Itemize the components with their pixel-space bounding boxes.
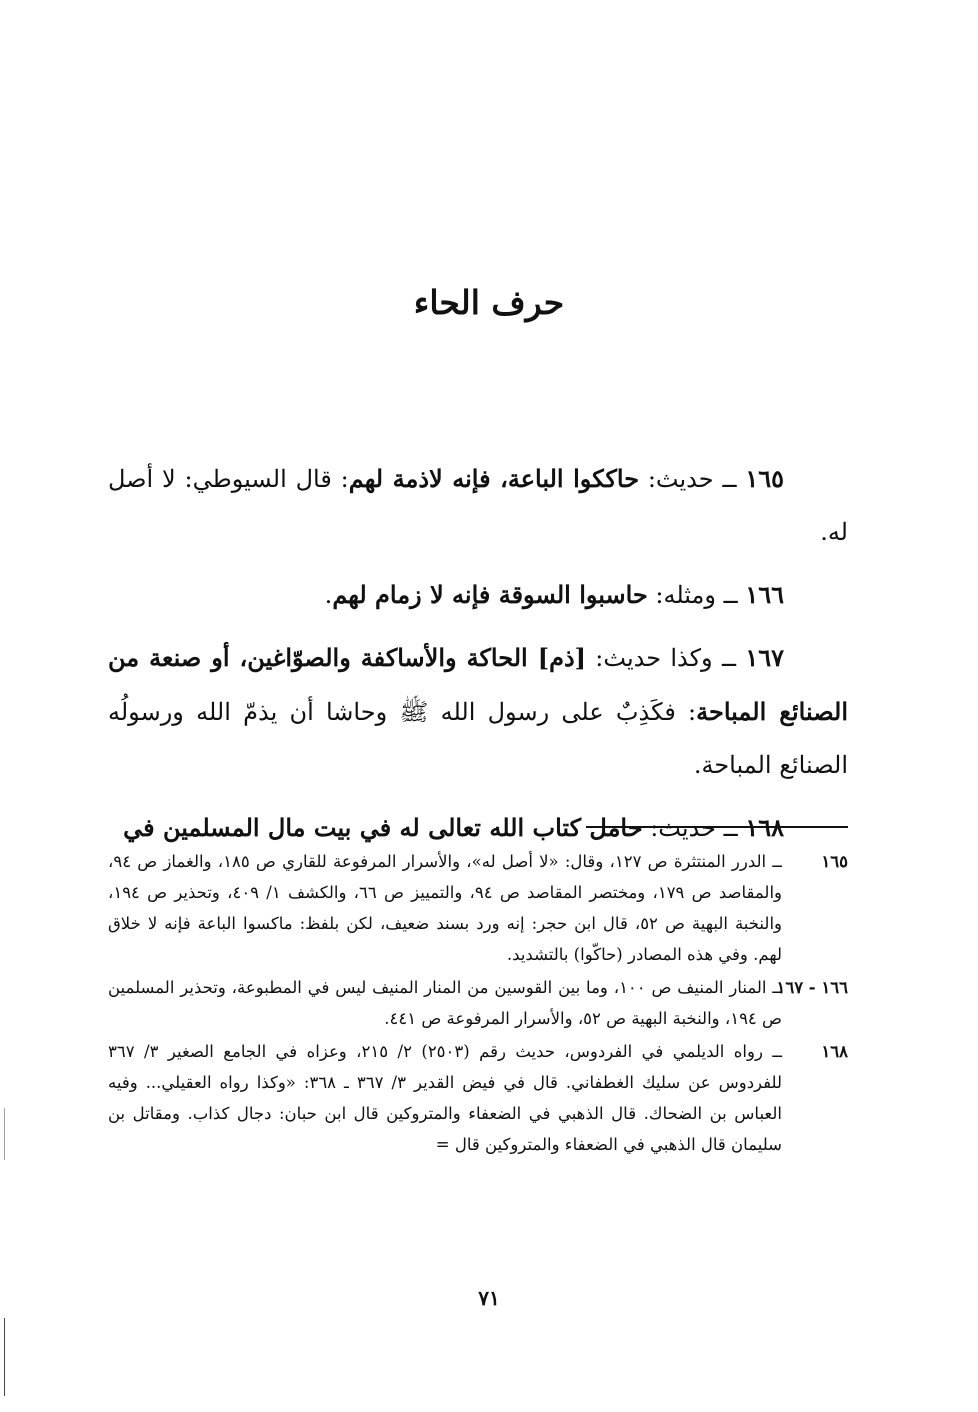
page-number: ٧١ <box>478 1286 500 1310</box>
footnote-168 <box>108 1036 848 1160</box>
entry-number: ١٦٨ <box>745 813 784 842</box>
scan-edge-mark <box>4 1108 5 1160</box>
entry-dash: ــ <box>712 644 746 672</box>
entry-hadith-text: [ذم] الحاكة والأساكفة والصوّاغين، أو صنعة من الصنائع المباحة <box>108 643 848 726</box>
footnotes <box>108 846 848 1162</box>
entry-intro: حديث: <box>639 465 714 493</box>
entry-intro: حديث: <box>642 814 716 842</box>
entry-hadith-text: حامل كتاب الله تعالى له في بيت مال المسلمين في <box>123 813 643 842</box>
entry-number: ١٦٦ <box>745 580 784 609</box>
hadith-entry-167 <box>108 631 848 792</box>
entry-hadith-text: حاسبوا السوقة فإنه لا زمام لهم <box>332 580 648 609</box>
entry-comment: : قال السيوطي: لا أصل له. <box>108 465 848 546</box>
footnote-separator <box>586 826 848 828</box>
footnote-number: ١٦٦ - ١٦٧ <box>776 978 848 997</box>
main-text <box>108 452 848 864</box>
hadith-entry-165 <box>108 452 848 559</box>
footnote-166-167 <box>108 972 848 1034</box>
scan-edge-mark <box>4 1318 5 1396</box>
entry-dash: ــ <box>713 465 746 493</box>
footnote-text: ــ رواه الديلمي في الفردوس، حديث رقم (٢٥٠٣) ٢/ ٢١٥، وعزاه في الجامع الصغير ٣/ ٣٦٧ للفردوس عن سليك الغطفاني. قال في فيض القدير ٣/ ٣٦٧ ـ ٣٦٨: «وكذا رواه العقيلي... وفيه العباس بن الضحاك. قال الذهبي في الضعفاء والمتروكين قال ابن حبان: دجال كذاب. ومقاتل بن سليمان قال الذهبي في الضعفاء والمتروكين قال = <box>108 1042 783 1154</box>
entry-number: ١٦٥ <box>745 464 784 493</box>
entry-dash: ــ <box>716 581 746 609</box>
entry-comment: . <box>324 581 333 609</box>
entry-number: ١٦٧ <box>745 643 784 672</box>
hadith-entry-166 <box>108 568 848 622</box>
footnote-number: ١٦٨ <box>821 1042 848 1061</box>
entry-dash: ــ <box>716 814 746 842</box>
entry-intro: وكذا حديث: <box>586 644 713 672</box>
footnote-number: ١٦٥ <box>821 852 848 871</box>
chapter-heading: حرف الحاء <box>413 283 565 322</box>
entry-comment: : فكَذِبٌ على رسول الله ﷺ وحاشا أن يذمّ الله ورسولُه الصنائع المباحة. <box>108 698 848 779</box>
footnote-text: ــ المنار المنيف ص ١٠٠، وما بين القوسين من المنار المنيف ليس في المطبوعة، وتحذير المسلمين ص ١٩٤، والنخبة البهية ص ٥٢، والأسرار المرفوعة ص ٤٤١. <box>108 978 782 1028</box>
entry-hadith-text: حاككوا الباعة، فإنه لاذمة لهم <box>348 464 640 493</box>
entry-intro: ومثله: <box>647 581 716 609</box>
footnote-165 <box>108 846 848 970</box>
footnote-text: ــ الدرر المنتثرة ص ١٢٧، وقال: «لا أصل له»، والأسرار المرفوعة للقاري ص ١٨٥، والغماز ص ٩٤، والمقاصد ص ١٧٩، ومختصر المقاصد ص ٩٤، والتمييز ص ٦٦، والكشف ١/ ٤٠٩، وتحذير ص ١٩٤، والنخبة البهية ص ٥٢، قال ابن حجر: إنه ورد بسند ضعيف، لكن بلفظ: ماكسوا الباعة فإنه لا خلاق لهم. وفي هذه المصادر (حاكّوا) بالتشديد. <box>108 852 782 964</box>
